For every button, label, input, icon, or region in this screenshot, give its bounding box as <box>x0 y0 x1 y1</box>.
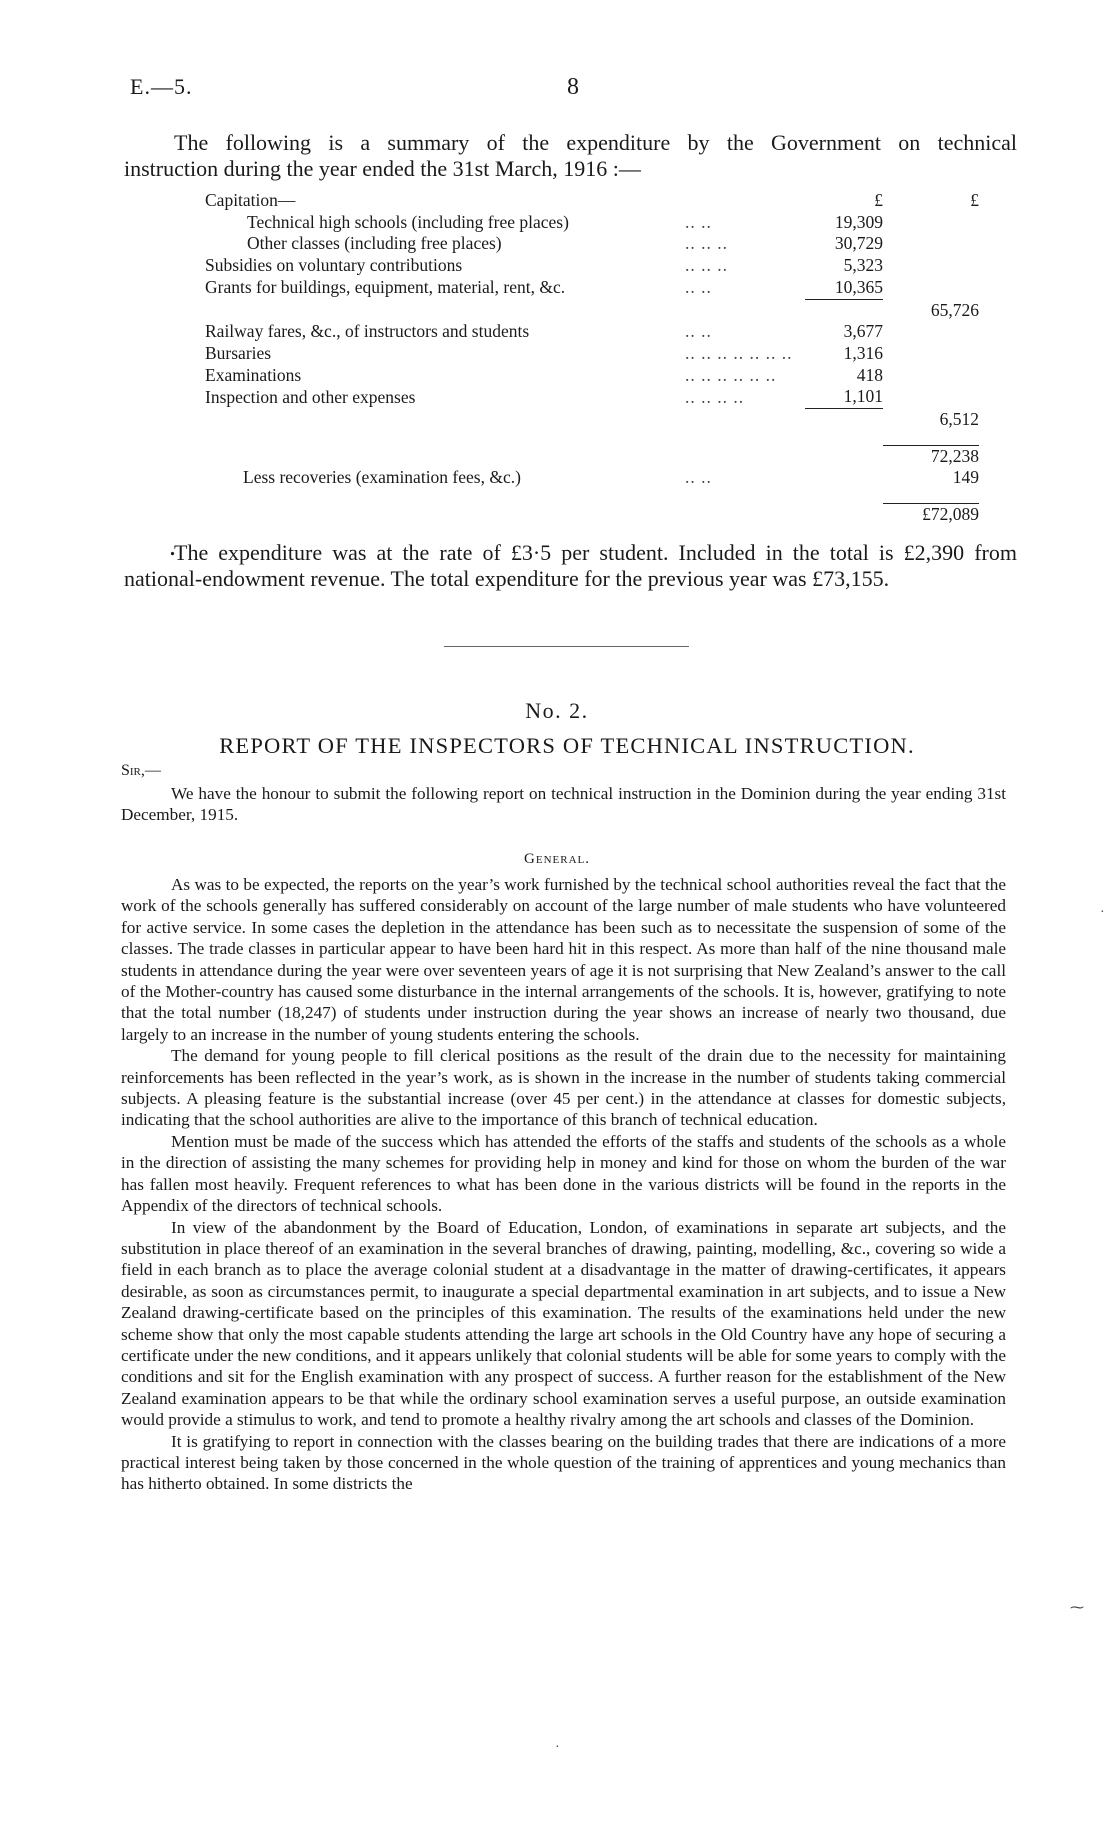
table-row <box>205 467 979 489</box>
row-label: Bursaries <box>205 342 272 363</box>
summary-text: The expenditure was at the rate of £3·5 per student. Included in the total is £2,390 from national-endowment revenue. The total expenditure for the previous year was £73,155. <box>124 540 1017 591</box>
dot-leader: .. .. .. .. .. .. <box>685 364 777 385</box>
dot-leader: .. .. <box>685 211 712 232</box>
subtotal-other: 6,512 <box>939 409 979 429</box>
dot-leader: .. .. <box>685 467 712 488</box>
summary-paragraph <box>124 531 1017 592</box>
intro-paragraph <box>124 130 1017 182</box>
ink-dot-mark: . <box>169 531 176 562</box>
subtotal-rule <box>805 299 883 321</box>
row-label: Technical high schools (including free places) <box>247 211 569 232</box>
less-recoveries-amount: 149 <box>952 467 979 488</box>
row-amount: 3,677 <box>843 321 883 342</box>
row-amount: 10,365 <box>834 276 883 297</box>
dot-leader: .. .. .. .. <box>685 386 745 407</box>
row-label: Subsidies on voluntary contributions <box>205 255 463 276</box>
row-amount: 1,316 <box>843 342 883 363</box>
expenditure-table <box>205 190 979 526</box>
table-row <box>205 255 979 277</box>
table-row <box>205 321 979 343</box>
dot-leader: .. .. .. <box>685 255 728 276</box>
body-paragraph: The demand for young people to fill clerical positions as the result of the drain due to the necessity for maintaining reinforcements has been reflected in the year’s work, as is shown in the increase in the number of students taking commercial subjects. A pleasing feature is the substantial increase (over 45 per cent.) in the attendance at classes for domestic subjects, indicating that the school authorities are alive to the importance of this branch of technical education. <box>121 1046 1006 1130</box>
body-paragraph: Mention must be made of the success which has attended the efforts of the staffs and students of the schools as a whole in the direction of assisting the many schemes for providing help in money and kind for those on whom the burden of the war has fallen most heavily. Frequent references to what has been done in the various districts will be found in the reports in the Appendix of the directors of technical schools. <box>121 1131 1006 1216</box>
row-label: Grants for buildings, equipment, material, rent, &c. <box>205 277 566 298</box>
margin-mark: · <box>1100 905 1105 920</box>
row-label: Railway fares, &c., of instructors and students <box>205 321 530 342</box>
table-row <box>205 343 979 365</box>
body-paragraph: In view of the abandonment by the Board of Education, London, of examinations in separate art subjects, and the substitution in place thereof of an examination in the several branches of drawing, painting, modelling, &c., covering so wide a field in each branch as to place the average colonial student at a disadvantage in the matter of drawing-certificates, it appears desirable, as soon as circumstances permit, to inaugurate a special departmental examination in art subjects, and to issue a New Zealand drawing-certificate based on the principles of this examination. The results of the examinations held under the new scheme show that only the most capable students attending the large art schools in the Old Country have any hope of securing a certificate under the new conditions, and it appears unlikely that colonial students will be able for some years to comply with the conditions and sit for the English examination with any prospect of success. A further reason for the establishment of the New Zealand examination appears to be that while the ordinary school examination serves a useful purpose, an outside examination would provide a stimulus to work, and tend to promote a healthy rivalry among the art schools and classes of the Dominion. <box>121 1217 1006 1430</box>
row-amount: 5,323 <box>843 255 883 276</box>
dot-leader: .. .. <box>685 321 712 342</box>
less-recoveries-label: Less recoveries (examination fees, &c.) <box>243 467 521 488</box>
margin-mark: ⁓ <box>1070 1601 1084 1616</box>
section-heading-general: General. <box>524 851 590 867</box>
net-total: £72,089 <box>883 504 979 526</box>
opening-paragraph <box>121 783 1006 826</box>
report-title: REPORT OF THE INSPECTORS OF TECHNICAL INSTRUCTION. <box>219 733 915 758</box>
table-row <box>205 233 979 255</box>
body-paragraph: It is gratifying to report in connection with the classes bearing on the building trades that there are indications of a more practical interest being taken by those concerned in the whole question of the training of apprentices and young mechanics than has hitherto obtained. In some districts the <box>121 1431 1006 1494</box>
opening-text: We have the honour to submit the following report on technical instruction in the Dominion during the year ending 31st December, 1915. <box>121 784 1006 825</box>
salutation: Sir,— <box>121 762 161 779</box>
document-reference: E.—5. <box>130 74 193 99</box>
dot-leader: .. .. .. .. .. .. .. <box>685 342 793 363</box>
row-amount: 1,101 <box>843 386 883 407</box>
table-row <box>205 365 979 387</box>
table-row <box>205 386 979 408</box>
currency-head-1: £ <box>874 190 883 210</box>
page-number: 8 <box>567 74 579 100</box>
table-row <box>205 212 979 234</box>
subtotal-capitation: 65,726 <box>930 299 979 320</box>
intro-line-2: instruction during the year ended the 31st March, 1916 :— <box>124 156 641 181</box>
report-body <box>121 874 1006 1495</box>
ink-speck: · <box>555 1740 560 1755</box>
table-row <box>205 277 979 299</box>
row-label: Inspection and other expenses <box>205 386 416 407</box>
subtotal-rule <box>805 409 883 431</box>
capitation-heading: Capitation— <box>205 190 296 210</box>
row-amount: 418 <box>856 364 883 385</box>
row-label: Other classes (including free places) <box>247 233 502 254</box>
row-label: Examinations <box>205 364 302 385</box>
gross-total: 72,238 <box>883 445 979 467</box>
currency-head-2: £ <box>970 190 979 210</box>
dot-leader: .. .. <box>685 277 712 298</box>
section-divider <box>444 646 689 647</box>
intro-line-1: The following is a summary of the expenditure by the Government on technical <box>174 130 1017 155</box>
row-amount: 30,729 <box>834 233 883 254</box>
dot-leader: .. .. .. <box>685 233 728 254</box>
report-number: No. 2. <box>525 698 589 723</box>
body-paragraph: As was to be expected, the reports on the year’s work furnished by the technical school authorities reveal the fact that the work of the schools generally has suffered considerably on account of the large number of male students who have volunteered for active service. In some cases the depletion in the attendance has been such as to necessitate the suspension of some of the classes. The trade classes in particular appear to have been hard hit in this respect. As more than half of the nine thousand male students in attendance during the year were over seventeen years of age it is not surprising that New Zealand’s answer to the call of the Mother-country has caused some disturbance in the internal arrangements of the schools. It is, however, gratifying to note that the total number (18,247) of students under instruction during the year shows an increase of nearly two thousand, due largely to an increase in the number of young students entering the schools. <box>121 875 1006 1044</box>
row-amount: 19,309 <box>834 211 883 232</box>
